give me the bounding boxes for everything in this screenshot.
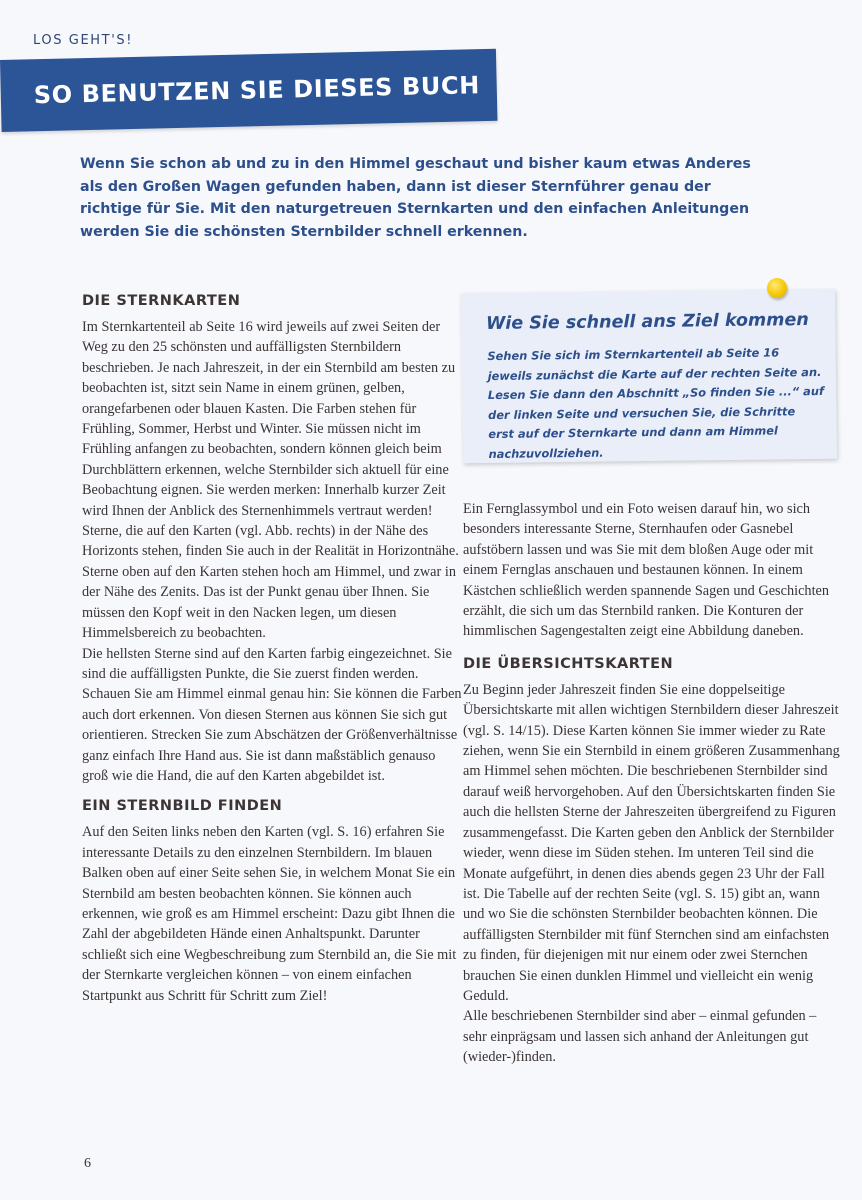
paragraph: Die hellsten Sterne sind auf den Karten farbig eingezeichnet. Sie sind die auffälligsten Punkte, die Sie zuerst finden werden. Schauen Sie am Himmel einmal genau hin: Sie können die Farben auch dort erkennen. Von diesen Sternen aus können Sie sich gut orientieren. Strecken Sie zum Abschätzen der Größenverhältnisse ganz einfach Ihre Hand aus. Sie ist dann maßstäblich genauso groß wie die Hand, die auf den Karten abgebildet ist. [82, 645, 462, 784]
paragraph: Ein Fernglassymbol und ein Foto weisen darauf hin, wo sich besonders interessante Sterne, Sternhaufen oder Gasnebel aufstöbern lassen und was Sie mit dem bloßen Auge oder mit einem Fernglas anschauen und bestaunen können. In einem Kästchen schließlich werden spannende Sagen und Geschichten erzählt, die sich um das Sternbild ranken. Die Konturen der himmlischen Sagengestalten zeigt eine Abbildung daneben. [463, 501, 830, 640]
paragraph: Zu Beginn jeder Jahreszeit finden Sie eine doppelseitige Übersichtskarte mit allen wichtigen Sternbildern dieser Jahreszeit (vgl. S. 14/15). Diese Karten können Sie immer wieder zu Rate ziehen, wenn Sie ein Sternbild in einem größeren Zusammenhang am Himmel sehen möchten. Die beschriebenen Sternbilder sind darauf weiß hervorgehoben. Auf den Übersichtskarten finden Sie auch die hellsten Sterne der Jahreszeiten übergreifend zu Figuren zusammengefasst. Die Karten geben den Anblick der Sternbilder wieder, wenn diese im Süden stehen. Im unteren Teil sind die Monate aufgeführt, in denen dies abends gegen 23 Uhr der Fall ist. Die Tabelle auf der rechten Seite (vgl. S. 15) gibt an, wann und wo Sie die schönsten Sternbilder beobachten können. Die auffälligsten Sternbilder mit fünf Sternchen sind am einfachsten zu finden, für diejenigen mit nur einem oder zwei Sternchen brauchen Sie einen dunklen Himmel und vielleicht ein wenig Geduld. [463, 681, 840, 1004]
tip-note-title: Wie Sie schnell ans Ziel kommen [485, 310, 809, 334]
heading-sternkarten: DIE STERNKARTEN [82, 293, 241, 309]
tip-note-text: Sehen Sie sich im Sternkartenteil ab Seite 16 jeweils zunächst die Karte auf der rechten Seite an. Lesen Sie dann den Abschnitt „So finden Sie ...“ auf der linken Seite und versuchen Sie, die Schritte erst auf der Sternkarte und dann am Himmel nachzuvollziehen. [487, 345, 824, 461]
right-column [463, 499, 843, 1068]
paragraph: Im Sternkartenteil ab Seite 16 wird jeweils auf zwei Seiten der Weg zu den 25 schönsten und auffälligsten Sternbildern beschrieben. Je nach Jahreszeit, in der ein Sternbild am besten zu beobachten ist, sitzt sein Name in einem grünen, gelben, orangefarbenen oder blauen Kasten. Die Farben stehen für Frühling, Sommer, Herbst und Winter. Sie müssen nicht im Frühling anfangen zu beobachten, sondern können gleich beim Durchblättern erkennen, welche Sternbilder sich aktuell für eine Beobachtung eignen. Sie werden merken: Innerhalb kurzer Zeit wird Ihnen der Anblick des Sternenhimmels vertraut werden! [82, 319, 456, 519]
page-title: SO BENUTZEN SIE DIESES BUCH [33, 71, 481, 110]
page-title-bar [0, 49, 498, 132]
paragraph: Auf den Seiten links neben den Karten (vgl. S. 16) erfahren Sie interessante Details zu den einzelnen Sternbildern. Im blauen Balken oben auf einer Seite sehen Sie, in welchem Monat Sie ein Sternbild am besten beobachten können. Sie können auch erkennen, wie groß es am Himmel erscheint: Dazu gibt Ihnen die Zahl der abgebildeten Hände einen Anhaltspunkt. Darunter schließt sich eine Wegbeschreibung zum Sternbild an, die Sie mit der Sternkarte vergleichen können – von einem einfachen Startpunkt aus Schritt für Schritt zum Ziel! [82, 824, 457, 1004]
left-column [82, 293, 462, 1006]
heading-uebersichtskarten: DIE ÜBERSICHTSKARTEN [463, 655, 674, 672]
section-kicker: LOS GEHT'S! [33, 33, 134, 48]
paragraph: Alle beschriebenen Sternbilder sind aber – einmal gefunden – sehr einprägsam und lassen sich anhand der Anleitungen gut (wieder-)finden. [463, 1008, 817, 1066]
pushpin-icon [767, 278, 787, 298]
intro-paragraph: Wenn Sie schon ab und zu in den Himmel geschaut und bisher kaum etwas Anderes als den Großen Wagen gefunden haben, dann ist dieser Sternführer genau der richtige für Sie. Mit den naturgetreuen Sternkarten und den einfachen Anleitungen werden Sie die schönsten Sternbilder schnell erkennen. [80, 156, 751, 240]
heading-sternbild-finden: EIN STERNBILD FINDEN [82, 798, 283, 815]
paragraph: Sterne, die auf den Karten (vgl. Abb. rechts) in der Nähe des Horizonts stehen, finden Sie auch in der Realität in Horizontnähe. Sterne oben auf den Karten stehen hoch am Himmel, und zwar in der Nähe des Zenits. Das ist der Punkt genau über Ihnen. Sie müssen den Kopf weit in den Nacken legen, um diesen Himmelsbereich zu beobachten. [82, 523, 459, 642]
page-number: 6 [84, 1156, 91, 1171]
